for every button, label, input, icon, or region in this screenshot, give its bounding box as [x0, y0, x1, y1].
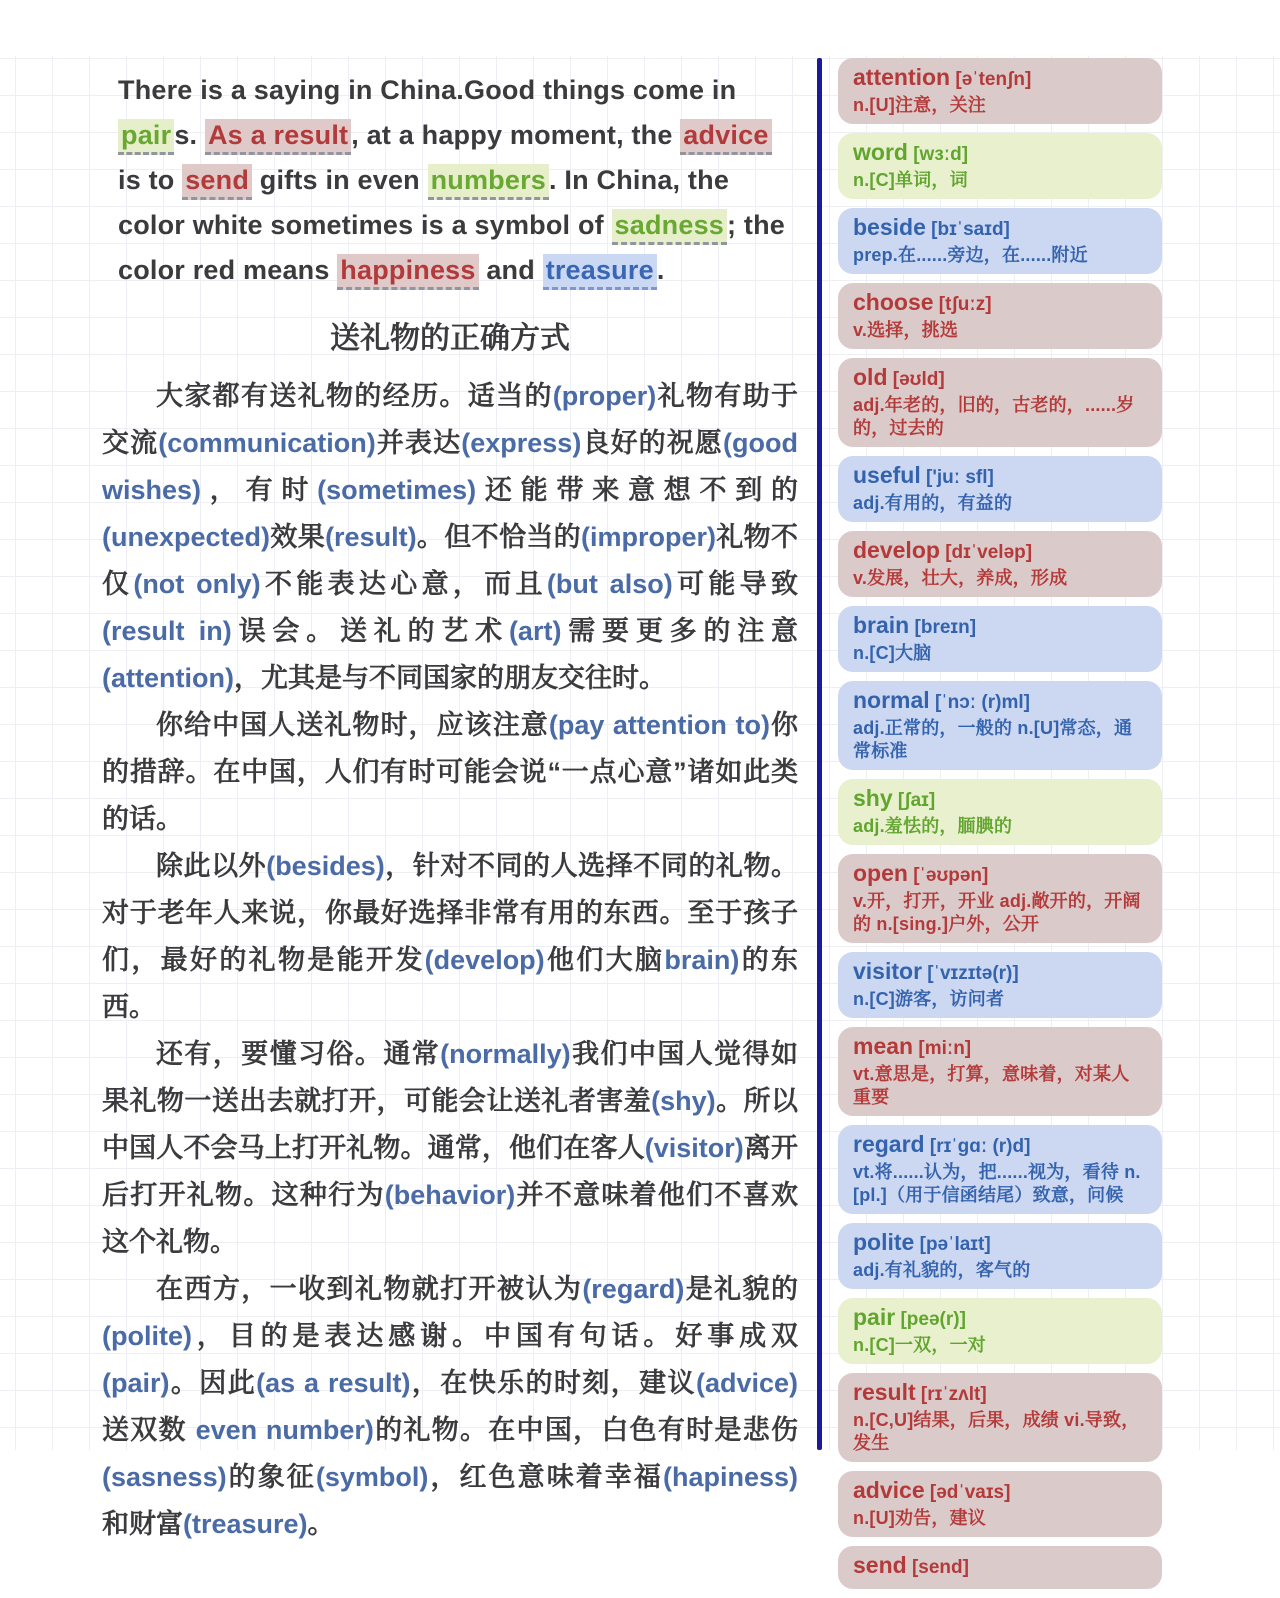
vocab-word: brain: [853, 612, 910, 638]
vocab-word: pair: [853, 1304, 896, 1330]
vocab-phonetic: [ˈnɔː (r)ml]: [929, 692, 1030, 713]
vocab-phonetic: [ˈəʊpən]: [907, 865, 989, 886]
text-run: 礼物不仅: [102, 522, 799, 599]
inline-english-word: (communication): [158, 428, 376, 458]
text-run: 礼物有助于交流: [102, 381, 799, 458]
article-title: 送礼物的正确方式: [330, 322, 570, 355]
vocab-card-choose: [838, 283, 1162, 349]
vocab-definition: vt.意思是，打算，意味着，对某人重要: [853, 1064, 1130, 1107]
vocab-word: regard: [853, 1131, 925, 1157]
vocab-headword: [853, 63, 1147, 94]
text-run: 并不意味着他们不喜欢这个礼物。: [102, 1180, 798, 1257]
text-run: ，针对不同的人选择不同的礼物。对于老年人来说，你最好选择非常有用的东西。至于孩子们，最好的礼物是能开发: [102, 851, 799, 975]
text-run: 需要更多的注意: [561, 616, 798, 646]
vocab-headword: [853, 1476, 1147, 1507]
highlighted-word: pair: [118, 119, 174, 155]
vocab-card-visitor: [838, 952, 1162, 1018]
vocab-headword: [853, 536, 1147, 567]
vocab-card-mean: [838, 1027, 1162, 1116]
text-run: gifts in even: [252, 165, 428, 195]
vocab-phonetic: ['juː sfl]: [920, 467, 994, 488]
inline-english-word: (pay attention to): [548, 710, 770, 740]
highlighted-word: numbers: [428, 164, 549, 200]
vocab-card-shy: [838, 779, 1162, 845]
vocab-card-regard: [838, 1125, 1162, 1214]
vocab-card-brain: [838, 606, 1162, 672]
article-paragraph: [102, 1031, 798, 1266]
vocab-headword: [853, 1378, 1147, 1409]
vocab-word: advice: [853, 1477, 925, 1503]
text-run: 还能带来意想不到的: [476, 475, 799, 505]
vocab-card-useful: [838, 456, 1162, 522]
vocab-headword: [853, 1551, 1147, 1582]
inline-english-word: (develop): [424, 945, 545, 975]
vocab-phonetic: [ˈvɪzɪtə(r)]: [922, 963, 1019, 984]
text-run: 的象征: [226, 1462, 316, 1492]
inline-english-word: (polite): [102, 1321, 192, 1351]
vocab-phonetic: [əʊld]: [887, 369, 945, 390]
vocab-word: word: [853, 139, 908, 165]
vocab-word: normal: [853, 687, 930, 713]
text-run: 是礼貌的: [684, 1274, 799, 1304]
text-run: s.: [174, 120, 205, 150]
vocab-headword: [853, 1228, 1147, 1259]
vocab-card-advice: [838, 1471, 1162, 1537]
vocab-word: old: [853, 364, 888, 390]
text-run: 误会。送礼的艺术: [231, 616, 509, 646]
vocab-phonetic: [miːn]: [913, 1038, 972, 1059]
vocab-phonetic: [əˈtenʃn]: [950, 69, 1032, 90]
vocab-definition: n.[U]注意，关注: [853, 95, 986, 115]
vocab-card-word: [838, 133, 1162, 199]
highlighted-word: treasure: [543, 254, 657, 290]
text-run: There is a saying in China.Good things come in: [118, 75, 737, 105]
vocab-definition: v.发展，壮大，养成，形成: [853, 568, 1068, 588]
text-run: ，目的是表达感谢。中国有句话。好事成双: [191, 1321, 798, 1351]
vocab-phonetic: [dɪˈveləp]: [939, 542, 1033, 563]
article-body: [102, 373, 798, 1548]
inline-english-word: (sometimes): [317, 475, 477, 505]
highlighted-word: send: [182, 164, 252, 200]
vocab-phonetic: [ədˈvaɪs]: [924, 1482, 1011, 1503]
vocab-headword: [853, 288, 1147, 319]
vocab-card-polite: [838, 1223, 1162, 1289]
text-run: 。所以中国人不会马上打开礼物。通常，他们在客人: [102, 1086, 799, 1163]
vocab-definition: n.[C]一双，一对: [853, 1335, 986, 1355]
vocab-headword: [853, 686, 1147, 717]
vocab-phonetic: [peə(r)]: [895, 1309, 966, 1330]
vocab-headword: [853, 859, 1147, 890]
article-paragraph: [102, 843, 798, 1031]
inline-english-word: (besides): [266, 851, 385, 881]
article-paragraph: [102, 702, 798, 843]
inline-english-word: (treasure): [183, 1509, 308, 1539]
inline-english-word: (sasness): [102, 1462, 227, 1492]
vocab-phonetic: [rɪˈzʌlt]: [915, 1384, 987, 1405]
text-run: .: [656, 255, 665, 285]
text-run: 还有，要懂习俗。通常: [156, 1039, 441, 1069]
vocab-definition: adj.正常的，一般的 n.[U]常态，通常标准: [853, 718, 1133, 761]
vocab-word: open: [853, 860, 908, 886]
inline-english-word: (result in): [102, 616, 232, 646]
inline-english-word: (proper): [552, 381, 657, 411]
highlighted-word: As a result: [205, 119, 351, 155]
text-run: 除此以外: [156, 851, 267, 881]
vocab-headword: [853, 213, 1147, 244]
vocab-definition: n.[U]劝告，建议: [853, 1508, 986, 1528]
vocab-phonetic: [ʃaɪ]: [892, 790, 936, 811]
vocab-phonetic: [bɪˈsaɪd]: [925, 219, 1010, 240]
vocab-headword: [853, 363, 1147, 394]
vocab-phonetic: [wɜːd]: [907, 144, 969, 165]
vocab-word: mean: [853, 1033, 914, 1059]
vertical-divider-line: [817, 58, 822, 1450]
text-run: is to: [118, 165, 183, 195]
inline-english-word: (normally): [440, 1039, 571, 1069]
inline-english-word: even number): [195, 1415, 374, 1445]
vocab-definition: n.[C]大脑: [853, 643, 932, 663]
vocab-card-normal: [838, 681, 1162, 770]
inline-english-word: (pair): [102, 1368, 170, 1398]
vocab-phonetic: [send]: [906, 1557, 969, 1578]
inline-english-word: (improper): [580, 522, 716, 552]
vocab-definition: adj.年老的，旧的，古老的，......岁的，过去的: [853, 395, 1135, 438]
inline-english-word: (shy): [651, 1086, 716, 1116]
vocab-phonetic: [rɪˈgɑː (r)d]: [924, 1136, 1031, 1157]
vocab-card-develop: [838, 531, 1162, 597]
text-run: ，有时: [201, 475, 318, 505]
vocab-phonetic: [breɪn]: [909, 617, 977, 638]
article-paragraph: [102, 373, 798, 702]
inline-english-word: (symbol): [315, 1462, 429, 1492]
vocab-card-beside: [838, 208, 1162, 274]
text-run: 你的措辞。在中国，人们有时可能会说“一点心意”诸如此类的话。: [102, 710, 799, 834]
vocab-headword: [853, 957, 1147, 988]
text-run: 效果: [270, 522, 326, 552]
highlighted-word: advice: [680, 119, 771, 155]
text-run: ，尤其是与不同国家的朋友交往时。: [233, 663, 666, 693]
text-run: , at a happy moment, the: [351, 120, 681, 150]
vocab-word: useful: [853, 462, 921, 488]
vocab-definition: n.[C]游客，访问者: [853, 989, 1005, 1009]
vocabulary-sidebar: [838, 58, 1162, 1598]
inline-english-word: (advice): [695, 1368, 799, 1398]
inline-english-word: (result): [325, 522, 417, 552]
text-run: 离开后打开礼物。这种行为: [102, 1133, 799, 1210]
inline-english-word: (attention): [102, 663, 234, 693]
text-run: 的东西。: [102, 945, 799, 1022]
article-paragraph: [102, 1266, 798, 1548]
inline-english-word: (but also): [546, 569, 673, 599]
vocab-card-send: [838, 1546, 1162, 1589]
vocab-definition: n.[C]单词，词: [853, 170, 968, 190]
inline-english-word: (not only): [133, 569, 261, 599]
text-run: 。但不恰当的: [416, 522, 581, 552]
text-run: 不能表达心意，而且: [260, 569, 547, 599]
text-run: 并表达: [375, 428, 462, 458]
top-margin: [0, 0, 1280, 56]
text-run: ，在快乐的时刻，建议: [410, 1368, 696, 1398]
vocab-word: result: [853, 1379, 916, 1405]
vocab-definition: prep.在......旁边，在......附近: [853, 245, 1088, 265]
text-run: 的礼物。在中国，白色有时是悲伤: [373, 1415, 798, 1445]
vocab-definition: v.选择，挑选: [853, 320, 959, 340]
text-run: ; the color red means: [118, 210, 786, 285]
vocab-word: visitor: [853, 958, 923, 984]
text-run: 我们中国人觉得如果礼物一送出去就打开，可能会让送礼者害羞: [102, 1039, 799, 1116]
inline-english-word: (express): [461, 428, 582, 458]
inline-english-word: (good wishes): [102, 428, 799, 505]
vocab-definition: adj.有用的，有益的: [853, 493, 1013, 513]
vocab-headword: [853, 461, 1147, 492]
vocab-word: choose: [853, 289, 934, 315]
vocab-card-old: [838, 358, 1162, 447]
inline-english-word: (behavior): [384, 1180, 516, 1210]
vocab-definition: vt.将......认为，把......视为，看待 n.[pl.]（用于信函结尾）致意，问候: [853, 1162, 1141, 1205]
vocab-word: shy: [853, 785, 893, 811]
text-run: 良好的祝愿: [581, 428, 724, 458]
text-run: 他们大脑: [544, 945, 665, 975]
vocab-definition: n.[C,U]结果，后果，成绩 vi.导致，发生: [853, 1410, 1140, 1453]
highlighted-word: happiness: [337, 254, 478, 290]
text-run: 送双数: [102, 1415, 196, 1445]
vocab-definition: adj.羞怯的，腼腆的: [853, 816, 1013, 836]
inline-english-word: (regard): [582, 1274, 685, 1304]
text-run: 可能导致: [672, 569, 799, 599]
vocab-word: send: [853, 1552, 907, 1578]
vocab-card-pair: [838, 1298, 1162, 1364]
text-run: 大家都有送礼物的经历。适当的: [156, 381, 553, 411]
inline-english-word: brain): [664, 945, 740, 975]
inline-english-word: (hapiness): [662, 1462, 799, 1492]
reading-passage: [102, 56, 798, 1548]
vocab-headword: [853, 784, 1147, 815]
text-run: 在西方，一收到礼物就打开被认为: [156, 1274, 583, 1304]
inline-english-word: (visitor): [644, 1133, 744, 1163]
text-run: 和财富: [102, 1509, 183, 1539]
vocab-phonetic: [tʃuːz]: [933, 294, 992, 315]
vocab-word: attention: [853, 64, 951, 90]
vocab-card-attention: [838, 58, 1162, 124]
highlighted-word: sadness: [612, 209, 727, 245]
vocab-word: develop: [853, 537, 940, 563]
vocab-word: beside: [853, 214, 926, 240]
inline-english-word: (art): [508, 616, 562, 646]
inline-english-word: (unexpected): [102, 522, 271, 552]
text-run: . In China, the color white sometimes is a symbol of: [118, 165, 730, 240]
text-run: 你给中国人送礼物时，应该注意: [156, 710, 549, 740]
vocab-headword: [853, 611, 1147, 642]
vocab-card-open: [838, 854, 1162, 943]
text-run: 。: [307, 1509, 335, 1539]
inline-english-word: (as a result): [256, 1368, 411, 1398]
text-run: 。因此: [169, 1368, 257, 1398]
vocab-word: polite: [853, 1229, 915, 1255]
vocab-headword: [853, 1303, 1147, 1334]
vocab-headword: [853, 1032, 1147, 1063]
vocab-phonetic: [pəˈlaɪt]: [914, 1234, 991, 1255]
vocab-headword: [853, 138, 1147, 169]
text-run: and: [478, 255, 543, 285]
vocab-definition: adj.有礼貌的，客气的: [853, 1260, 1031, 1280]
text-run: ，红色意味着幸福: [428, 1462, 663, 1492]
vocab-definition: v.开，打开，开业 adj.敞开的，开阔的 n.[sing.]户外，公开: [853, 891, 1141, 934]
vocab-headword: [853, 1130, 1147, 1161]
vocab-card-result: [838, 1373, 1162, 1462]
english-intro-paragraph: [118, 68, 798, 293]
